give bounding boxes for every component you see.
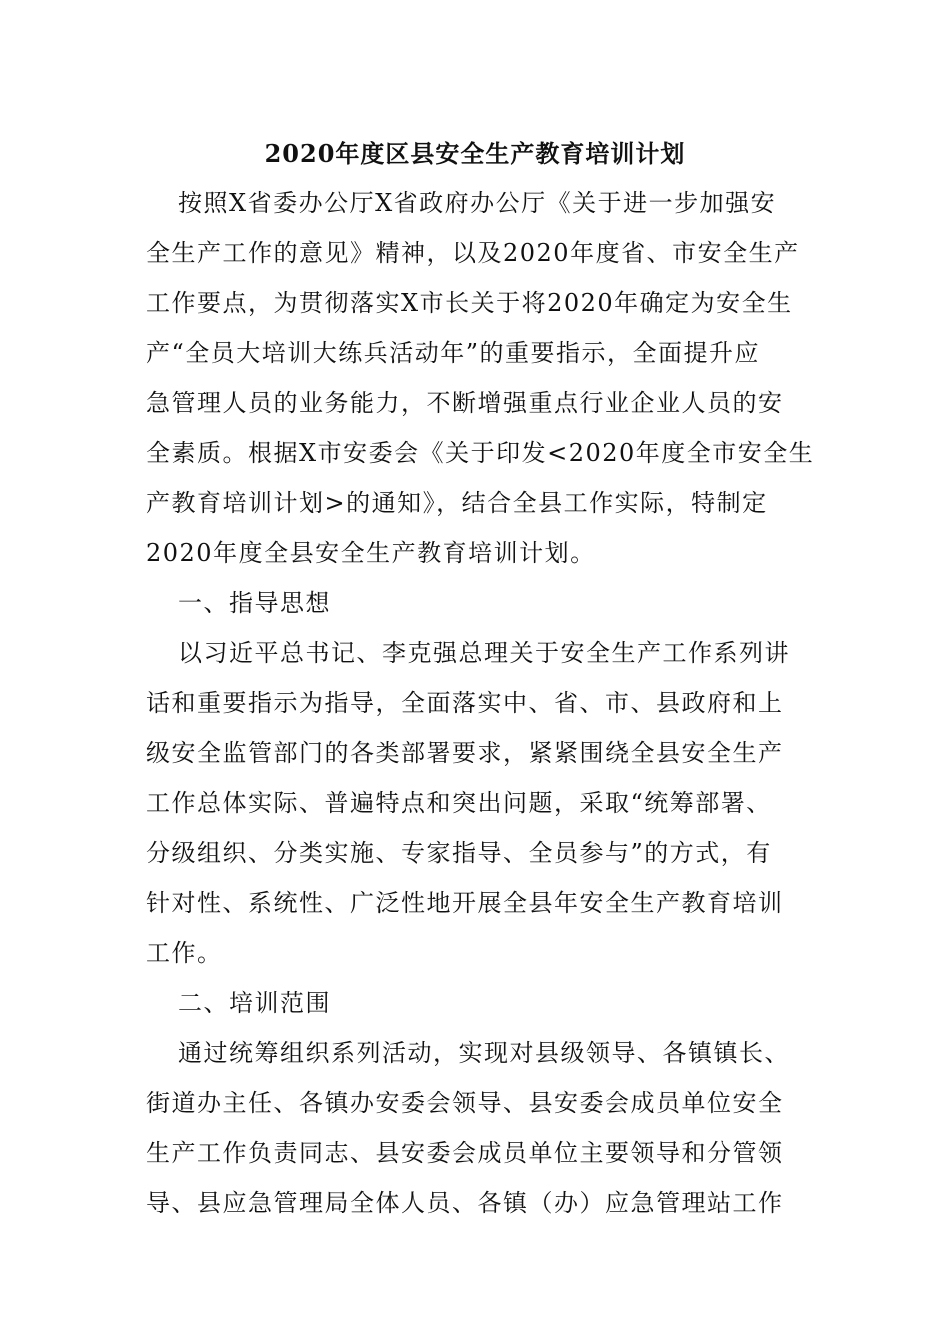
paragraph-line: 急管理人员的业务能力，不断增强重点行业企业人员的安 [146,389,784,417]
document-title: 2020年度区县安全生产教育培训计划 [264,139,686,168]
paragraph-line: 通过统筹组织系列活动，实现对县级领导、各镇镇长、 [178,1039,790,1067]
paragraph-line: 级安全监管部门的各类部署要求，紧紧围绕全县安全生产 [146,739,784,767]
paragraph-line: 话和重要指示为指导，全面落实中、省、市、县政府和上 [146,689,784,717]
paragraph-line: 导、县应急管理局全体人员、各镇（办）应急管理站工作 [146,1189,784,1217]
paragraph-line: 工作要点，为贯彻落实X市长关于将2020年确定为安全生 [146,289,793,317]
paragraph-line: 工作总体实际、普遍特点和突出问题，采取“统筹部署、 [146,789,772,817]
paragraph-line: 工作。 [146,939,223,967]
paragraph-line: 2020年度全县安全生产教育培训计划。 [146,539,596,567]
section-heading: 二、培训范围 [178,989,331,1017]
paragraph-line: 针对性、系统性、广泛性地开展全县年安全生产教育培训 [146,889,784,917]
paragraph-line: 全生产工作的意见》精神，以及2020年度省、市安全生产 [146,239,800,267]
paragraph-line: 街道办主任、各镇办安委会领导、县安委会成员单位安全 [146,1089,784,1117]
paragraph-line: 分级组织、分类实施、专家指导、全员参与”的方式，有 [146,839,772,867]
paragraph-line: 生产工作负责同志、县安委会成员单位主要领导和分管领 [146,1139,784,1167]
paragraph-line: 全素质。根据X市安委会《关于印发<2020年度全市安全生 [146,439,815,467]
paragraph-line: 产教育培训计划>的通知》，结合全县工作实际，特制定 [146,489,768,517]
paragraph-line: 产“全员大培训大练兵活动年”的重要指示，全面提升应 [146,339,761,367]
paragraph-line: 按照X省委办公厅X省政府办公厅《关于进一步加强安 [178,189,777,217]
section-heading: 一、指导思想 [178,589,331,617]
paragraph-line: 以习近平总书记、李克强总理关于安全生产工作系列讲 [178,639,790,667]
